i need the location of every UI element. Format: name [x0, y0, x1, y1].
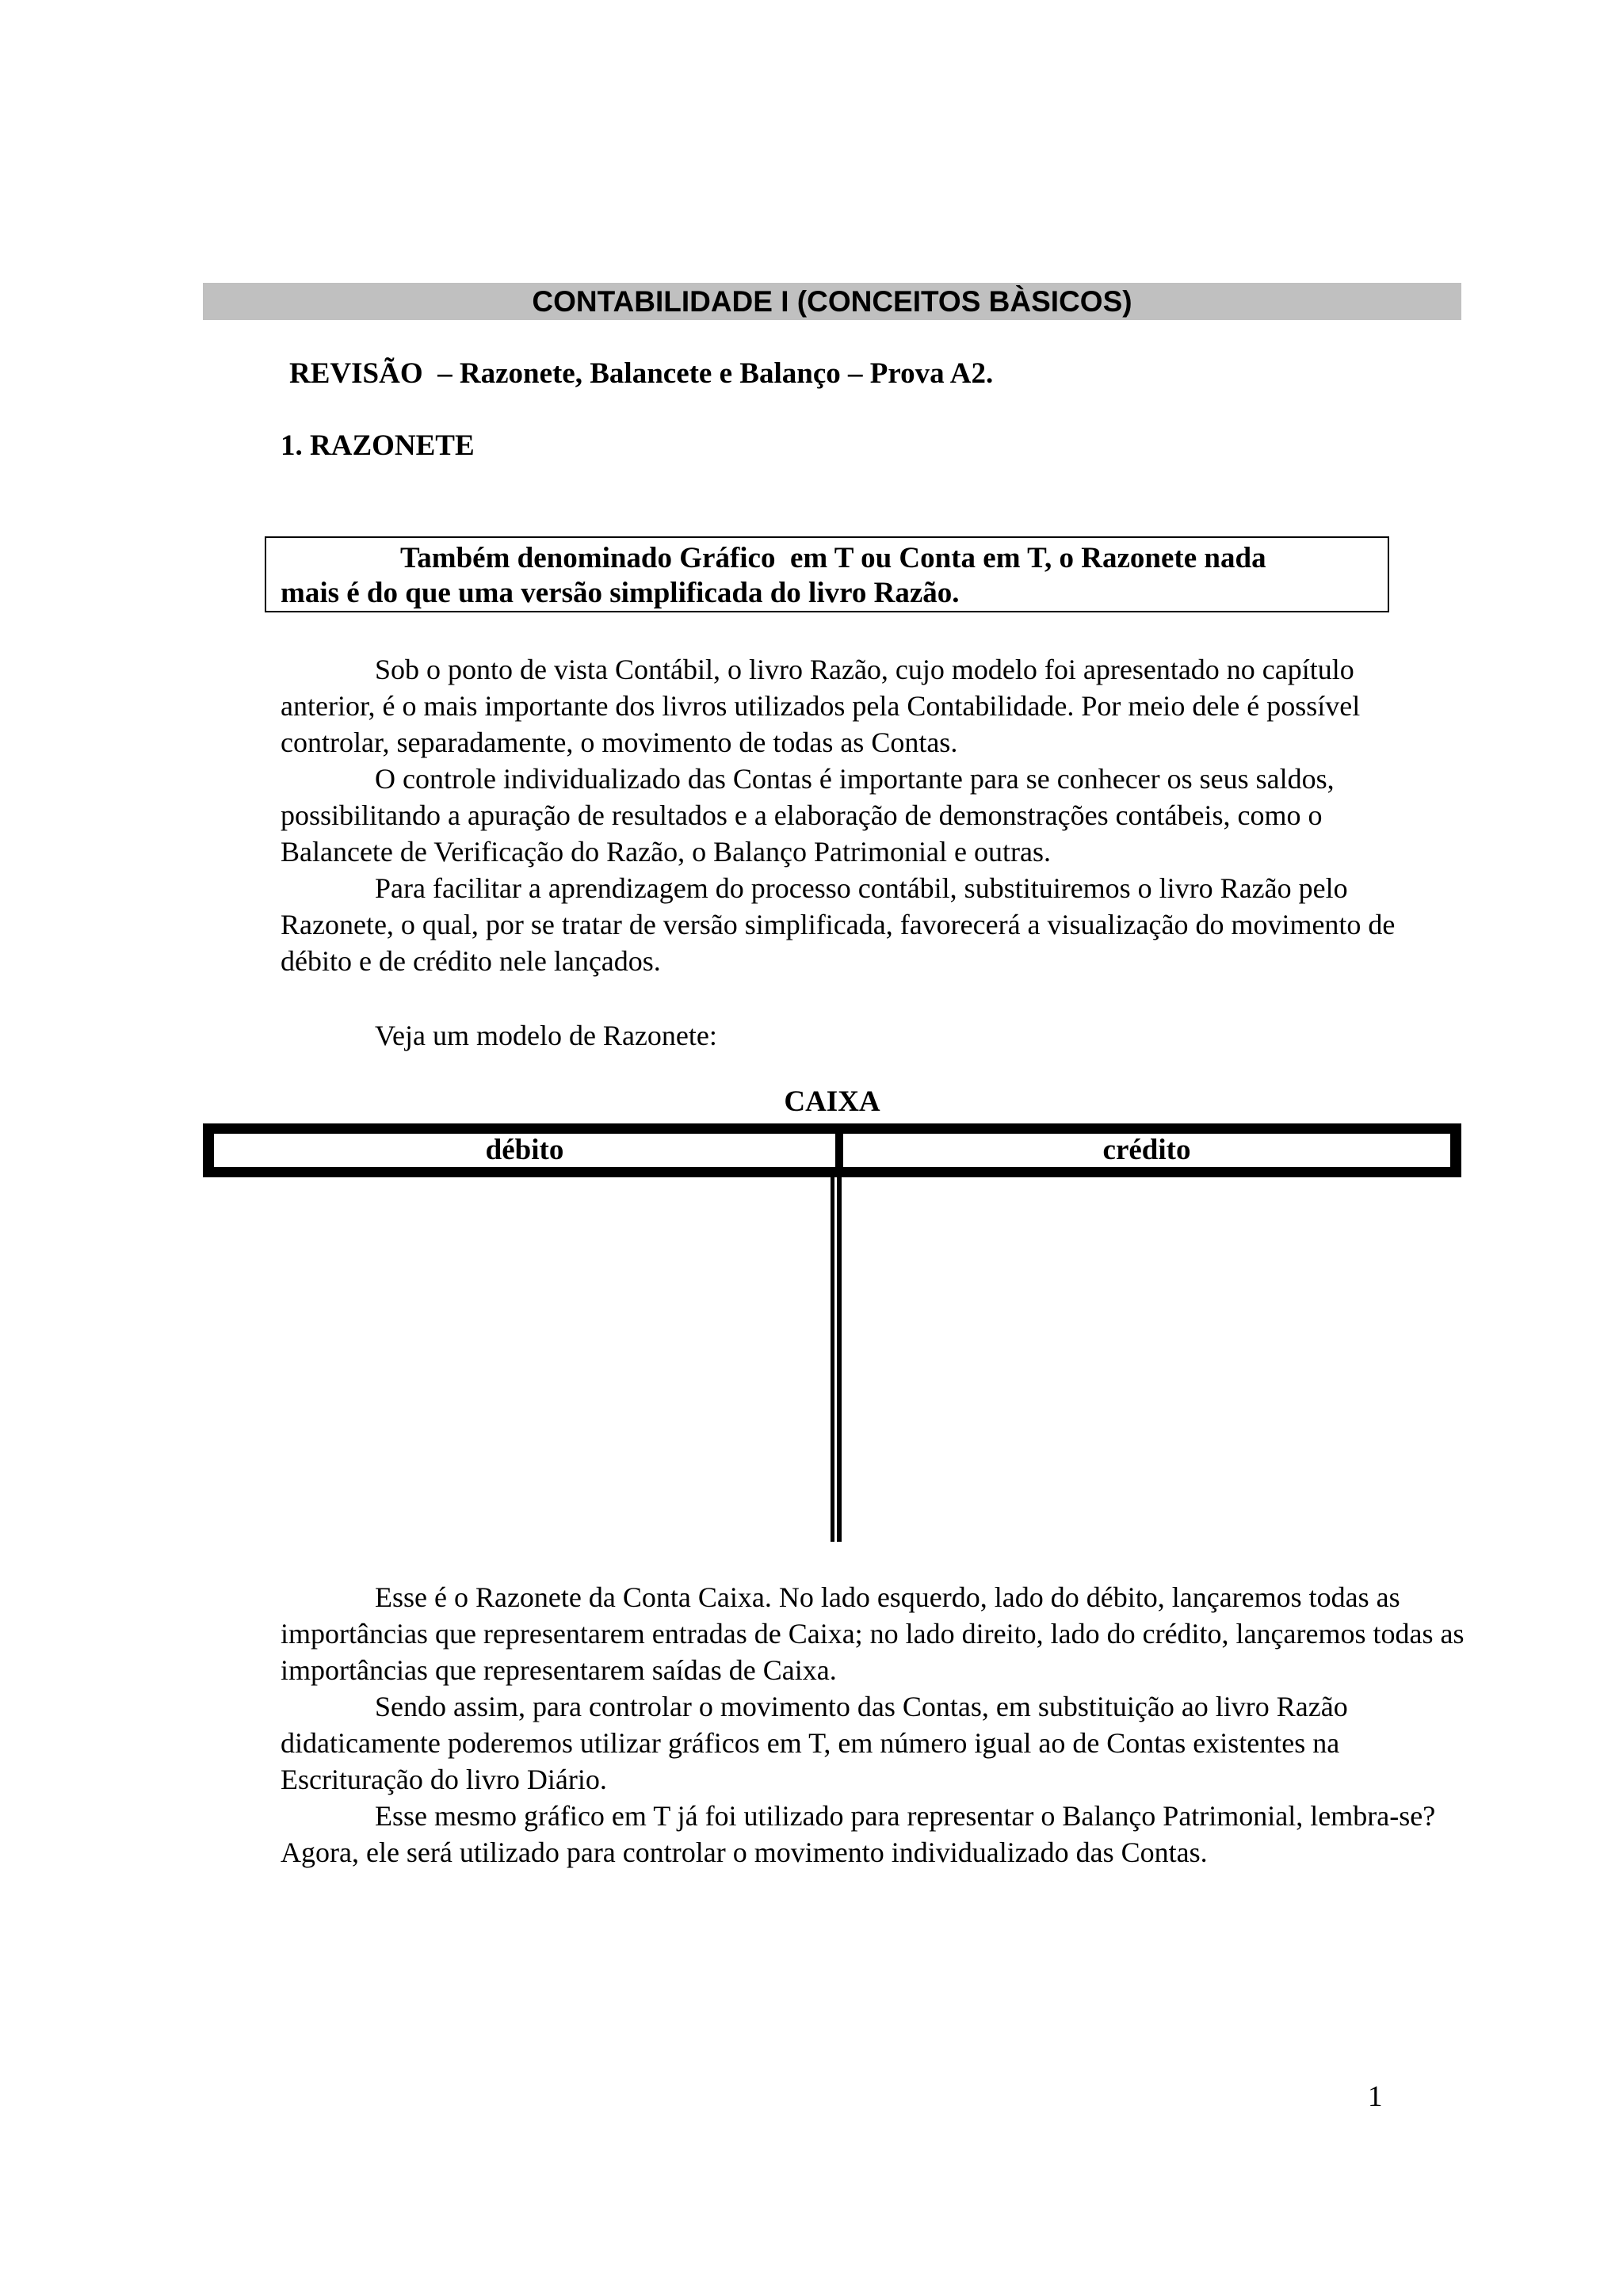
page-number: 1 — [1368, 2081, 1383, 2113]
t-account-credit-label: crédito — [842, 1132, 1452, 1169]
paragraph: Sendo assim, para controlar o movimento das Contas, em substituição ao livro Razão didaticamente poderemos utilizar gráficos em T, em número igual ao de Contas existentes na Escrituração do livro Diário. — [281, 1691, 1348, 1795]
definition-line-2: mais é do que uma versão simplificada do livro Razão. — [281, 577, 960, 609]
definition-line-1: Também denominado Gráfico em T ou Conta em T, o Razonete nada — [400, 542, 1266, 574]
paragraph: Sob o ponto de vista Contábil, o livro Razão, cujo modelo foi apresentado no capítulo anterior, é o mais importante dos livros utilizados pela Contabilidade. Por meio dele é possível controlar, separadamente, o movimento de todas as Contas. — [281, 654, 1361, 758]
page-title: CONTABILIDADE I (CONCEITOS BÀSICOS) — [532, 285, 1132, 318]
revision-subtitle: REVISÃO – Razonete, Balancete e Balanço – Prova A2. — [289, 357, 994, 390]
t-account-divider-gap — [834, 1177, 837, 1542]
t-account-debit-label: débito — [212, 1132, 837, 1169]
t-account-title: CAIXA — [784, 1085, 880, 1118]
section-heading: 1. RAZONETE — [281, 429, 475, 462]
paragraph: O controle individualizado das Contas é importante para se conhecer os seus saldos, possibilitando a apuração de resultados e a elaboração de demonstrações contábeis, como o Balancete de Verificação do Razão, o Balanço Patrimonial e outras. — [281, 763, 1335, 868]
paragraph: Esse mesmo gráfico em T já foi utilizado para representar o Balanço Patrimonial, lembra-se? Agora, ele será utilizado para controlar o movimento individualizado das Contas. — [281, 1800, 1436, 1868]
paragraph: Para facilitar a aprendizagem do processo contábil, substituiremos o livro Razão pelo Razonete, o qual, por se tratar de versão simplificada, favorecerá a visualização do movimento de débito e de crédito nele lançados. — [281, 872, 1396, 977]
paragraph: Esse é o Razonete da Conta Caixa. No lado esquerdo, lado do débito, lançaremos todas as importâncias que representarem entradas de Caixa; no lado direito, lado do crédito, lançaremos todas as importâncias que representarem saídas de Caixa. — [281, 1581, 1465, 1686]
paragraph-block-2 — [281, 1579, 1469, 1871]
model-intro-text: Veja um modelo de Razonete: — [375, 1020, 717, 1051]
paragraph-block-1 — [281, 651, 1438, 979]
